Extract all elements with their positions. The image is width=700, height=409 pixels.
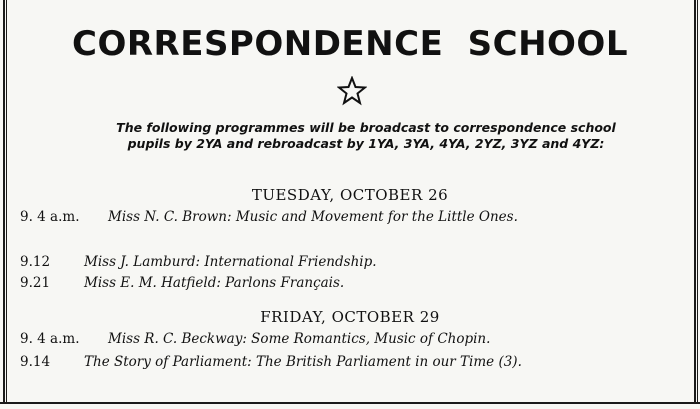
programme-time: 9. 4 a.m. [20,209,80,225]
programme-title: Miss J. Lamburd: International Friendship. [84,254,377,270]
programme-title: Miss N. C. Brown: Music and Movement for the Little Ones. [108,209,518,225]
programme-entry [20,354,670,370]
programme-entry [20,254,670,270]
programme-time: 9.21 [20,275,51,291]
programme-time: 9. 4 a.m. [20,331,80,347]
programme-time: 9.12 [20,254,51,270]
programme-title: The Story of Parliament: The British Parliament in our Time (3). [84,354,522,370]
programme-entry [20,209,670,225]
bottom-border-rule [0,402,700,409]
intro-paragraph: The following programmes will be broadcast to correspondence school pupils by 2YA and rebroadcast by 1YA, 3YA, 4YA, 2YZ, 3YZ and 4YZ: [116,120,616,151]
day-heading-tuesday: TUESDAY, OCTOBER 26 [251,186,449,204]
page-title: CORRESPONDENCE SCHOOL [72,24,628,64]
star-icon [337,76,367,106]
programme-entry [20,275,670,291]
programme-title: Miss E. M. Hatfield: Parlons Français. [84,275,345,291]
programme-entry [20,331,670,347]
programme-time: 9.14 [20,354,51,370]
programme-title: Miss R. C. Beckway: Some Romantics, Music of Chopin. [108,331,491,347]
day-heading-friday: FRIDAY, OCTOBER 29 [260,308,440,326]
